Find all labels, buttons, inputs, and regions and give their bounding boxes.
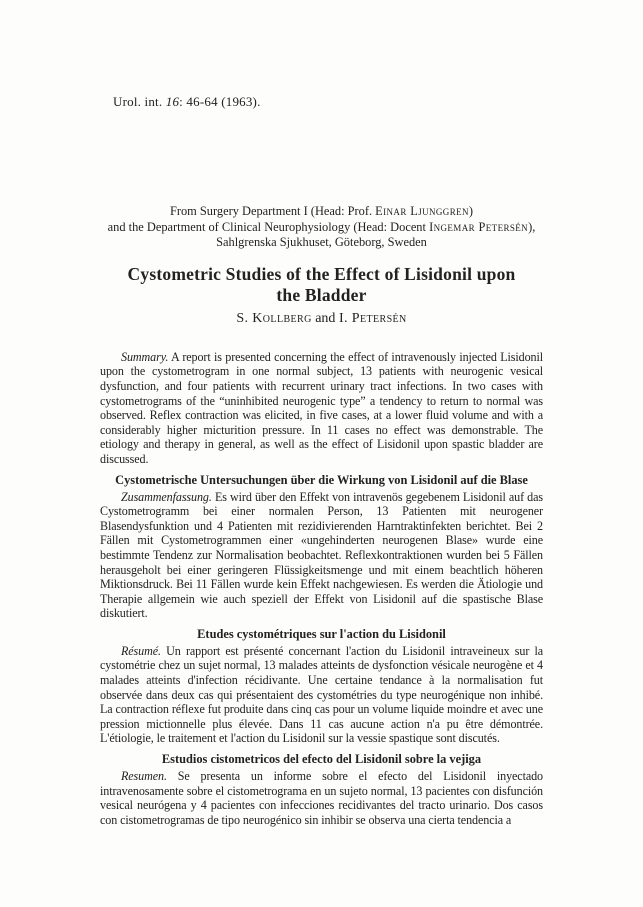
journal-pages-year: : 46-64 (1963). — [179, 94, 261, 109]
abstract-spanish-lead: Resumen. — [121, 769, 167, 784]
authors-line — [100, 311, 543, 327]
head-name-petersen: Ingemar Petersén — [429, 219, 529, 234]
text-column — [100, 204, 543, 827]
abstract-french-lead: Résumé. — [121, 643, 161, 658]
abstract-german-lead: Zusammenfassung. — [121, 489, 212, 504]
authors-connector: and — [311, 310, 339, 326]
journal-name: Urol. int. — [113, 94, 166, 109]
abstract-english-lead: Summary. — [121, 349, 169, 364]
abstract-english-text: A report is presented concerning the effect of intravenously injected Lisidonil upon the cystometrogram in one normal subject, 13 patients with neurogenic vesical dysfunction, and four patients with recurrent urinary tract infections. In two cases with cystometrograms of the “uninhibited neurogenic type” a tendency to return to normal was observed. Reflex contraction was elicited, in five cases, at a lower fluid volume and with a considerably higher micturition pressure. In 11 cases no effect was demonstrable. The etiology and therapy in general, as well as the effect of Lisidonil upon spastic bladder are discussed. — [100, 349, 543, 466]
affiliation-block — [100, 204, 543, 251]
author-kollberg: S. Kollberg — [236, 310, 312, 326]
affiliation-line-2-close: ), — [528, 219, 536, 234]
affiliation-line-1 — [100, 204, 543, 220]
affiliation-line-1-text: From Surgery Department I (Head: Prof. — [169, 204, 376, 218]
article-title — [100, 264, 543, 307]
abstract-german — [100, 490, 543, 621]
heading-french: Etudes cystométriques sur l'action du Lisidonil — [197, 626, 446, 641]
journal-reference — [113, 94, 261, 110]
abstract-spanish — [100, 769, 543, 827]
journal-volume: 16 — [165, 94, 180, 109]
abstract-french-text: Un rapport est présenté concernant l'action du Lisidonil intraveineux sur la cystométrie chez un sujet normal, 13 malades atteints de dysfonction vésicale neurogène et 4 malades atteints d'infection récidivante. Une certaine tendance à la normalisation fut observée dans deux cas qui présentaient des cystométries du type neurogénique non inhibé. La contraction réflexe fut produite dans cinq cas pour un volume liquide moindre et avec une pression mictionnelle plus élevée. Dans 11 cas aucune action n'a pu être démontrée. L'étiologie, le traitement et l'action du Lisidonil sur la vessie spastique sont discutés. — [100, 643, 543, 746]
affiliation-line-2-text: and the Department of Clinical Neurophysiology (Head: Docent — [107, 219, 430, 234]
abstract-french — [100, 644, 543, 746]
abstract-spanish-text: Se presenta un informe sobre el efecto del Lisidonil inyectado intravenosamente sobre el cistometrograma en un sujeto normal, 13 pacientes con disfunción vesical neurógena y 4 pacientes con infecciones recidivantes del tracto urinario. Dos casos con cistometrogramas de tipo neurogénico sin inhibir se observa una cierta tendencia a — [100, 769, 543, 827]
affiliation-line-3: Sahlgrenska Sjukhuset, Göteborg, Sweden — [216, 235, 427, 250]
heading-german: Cystometrische Untersuchungen über die Wirkung von Lisidonil auf die Blase — [115, 472, 528, 487]
heading-spanish: Estudios cistometricos del efecto del Lisidonil sobre la vejiga — [161, 752, 482, 767]
article-title-line-1: Cystometric Studies of the Effect of Lisidonil upon — [127, 263, 516, 284]
head-name-ljunggren: Einar Ljunggren — [375, 204, 469, 218]
abstract-german-text: Es wird über den Effekt von intravenös gegebenem Lisidonil auf das Cystometrogramm bei einer normalen Person, 13 Patienten mit neurogener Blasendysfunktion und 4 Patienten mit rezidivierenden Harntraktinfekten berichtet. Bei 2 Fällen mit Cystometrogrammen einer «ungehinderten neurogenen Blase» wurde eine bestimmte Tendenz zur Normalisation beobachtet. Reflexkontraktionen wurden bei 5 Fällen herausgeholt bei einer geringeren Flüssigkeitsmenge und mit einem beachtlich höheren Miktionsdruck. Bei 11 Fällen wurde kein Effekt nachgewiesen. Es werden die Ätiologie und Therapie allgemein wie auch speziell der Effekt von Lisidonil auf die spastische Blase diskutiert. — [100, 489, 543, 621]
author-petersen: I. Petersén — [338, 310, 407, 326]
abstract-english — [100, 350, 543, 467]
article-title-line-2: the Bladder — [276, 285, 367, 306]
affiliation-line-2 — [100, 220, 543, 236]
affiliation-line-1-close: ) — [468, 204, 474, 218]
